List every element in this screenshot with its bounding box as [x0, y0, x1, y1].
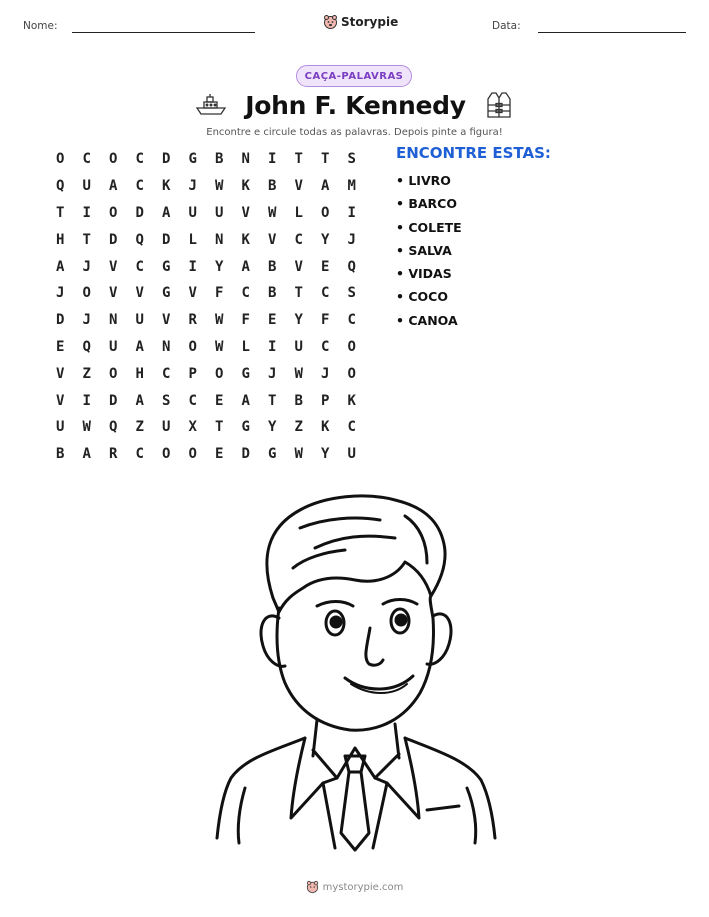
grid-cell[interactable]: B: [268, 285, 277, 302]
grid-cell[interactable]: S: [347, 151, 356, 168]
grid-cell[interactable]: U: [135, 312, 144, 329]
grid-cell[interactable]: L: [294, 204, 303, 221]
grid-cell[interactable]: O: [82, 285, 91, 302]
grid-cell[interactable]: V: [56, 392, 65, 409]
grid-cell[interactable]: Q: [82, 338, 91, 355]
grid-cell[interactable]: Q: [347, 258, 356, 275]
grid-cell[interactable]: A: [56, 258, 65, 275]
grid-cell[interactable]: I: [347, 204, 356, 221]
grid-cell[interactable]: E: [215, 392, 224, 409]
word-item: • LIVRO: [396, 173, 451, 188]
grid-cell[interactable]: N: [109, 312, 118, 329]
grid-cell[interactable]: J: [82, 258, 91, 275]
grid-cell[interactable]: Y: [268, 419, 277, 436]
grid-cell[interactable]: J: [321, 365, 330, 382]
grid-cell[interactable]: E: [56, 338, 65, 355]
hair: [267, 496, 445, 612]
grid-cell[interactable]: K: [321, 419, 330, 436]
grid-cell[interactable]: D: [109, 392, 118, 409]
grid-cell[interactable]: C: [135, 258, 144, 275]
grid-cell[interactable]: C: [294, 231, 303, 248]
grid-cell[interactable]: A: [321, 178, 330, 195]
grid-cell[interactable]: Y: [215, 258, 224, 275]
storypie-mascot-icon: [306, 880, 319, 894]
grid-cell[interactable]: K: [241, 178, 250, 195]
grid-cell[interactable]: C: [135, 151, 144, 168]
grid-cell[interactable]: I: [188, 258, 197, 275]
grid-cell[interactable]: U: [82, 178, 91, 195]
word-list: [396, 171, 462, 334]
grid-cell[interactable]: R: [188, 312, 197, 329]
grid-cell[interactable]: E: [321, 258, 330, 275]
grid-cell[interactable]: K: [162, 178, 171, 195]
grid-cell[interactable]: V: [135, 285, 144, 302]
brand-name: Storypie: [341, 15, 399, 29]
grid-cell[interactable]: O: [109, 365, 118, 382]
grid-cell[interactable]: U: [162, 419, 171, 436]
grid-cell[interactable]: C: [135, 178, 144, 195]
grid-cell[interactable]: W: [82, 419, 91, 436]
grid-cell[interactable]: C: [321, 338, 330, 355]
name-label: Nome:: [23, 20, 58, 32]
grid-cell[interactable]: C: [162, 365, 171, 382]
grid-cell[interactable]: Q: [56, 178, 65, 195]
life-vest-icon: [484, 90, 514, 120]
grid-cell[interactable]: A: [135, 338, 144, 355]
grid-cell[interactable]: G: [188, 151, 197, 168]
grid-cell[interactable]: D: [135, 204, 144, 221]
grid-cell[interactable]: F: [215, 285, 224, 302]
grid-cell[interactable]: W: [294, 365, 303, 382]
grid-cell[interactable]: O: [188, 446, 197, 463]
grid-cell[interactable]: T: [215, 419, 224, 436]
face: [277, 596, 433, 730]
grid-cell[interactable]: U: [215, 204, 224, 221]
grid-cell[interactable]: C: [347, 419, 356, 436]
coloring-portrait[interactable]: [205, 488, 505, 853]
grid-cell[interactable]: T: [294, 151, 303, 168]
grid-cell[interactable]: C: [241, 285, 250, 302]
boat-icon: [195, 93, 227, 117]
grid-cell[interactable]: F: [321, 312, 330, 329]
grid-cell[interactable]: W: [215, 312, 224, 329]
grid-cell[interactable]: V: [294, 258, 303, 275]
word-search-grid[interactable]: [47, 146, 365, 468]
grid-cell[interactable]: O: [109, 151, 118, 168]
grid-cell[interactable]: R: [109, 446, 118, 463]
grid-cell[interactable]: U: [109, 338, 118, 355]
grid-cell[interactable]: O: [321, 204, 330, 221]
grid-cell[interactable]: E: [215, 446, 224, 463]
grid-cell[interactable]: A: [241, 392, 250, 409]
grid-cell[interactable]: A: [109, 178, 118, 195]
grid-cell[interactable]: J: [268, 365, 277, 382]
grid-cell[interactable]: J: [188, 178, 197, 195]
grid-cell[interactable]: V: [268, 231, 277, 248]
grid-cell[interactable]: O: [347, 365, 356, 382]
grid-cell[interactable]: O: [109, 204, 118, 221]
grid-cell[interactable]: D: [56, 312, 65, 329]
grid-cell[interactable]: C: [135, 446, 144, 463]
grid-cell[interactable]: E: [268, 312, 277, 329]
grid-cell[interactable]: B: [56, 446, 65, 463]
grid-cell[interactable]: F: [241, 312, 250, 329]
grid-cell[interactable]: Q: [109, 419, 118, 436]
grid-cell[interactable]: O: [215, 365, 224, 382]
word-item: • BARCO: [396, 196, 457, 212]
grid-cell[interactable]: Z: [82, 365, 91, 382]
name-line[interactable]: [72, 32, 255, 33]
grid-cell[interactable]: Y: [294, 312, 303, 329]
grid-cell[interactable]: T: [268, 392, 277, 409]
grid-cell[interactable]: A: [135, 392, 144, 409]
grid-cell[interactable]: K: [241, 231, 250, 248]
grid-cell[interactable]: X: [188, 419, 197, 436]
grid-cell[interactable]: M: [347, 178, 356, 195]
page-title: John F. Kennedy: [245, 90, 466, 120]
grid-cell[interactable]: G: [241, 365, 250, 382]
grid-cell[interactable]: V: [109, 285, 118, 302]
grid-cell[interactable]: U: [56, 419, 65, 436]
grid-cell[interactable]: C: [347, 312, 356, 329]
grid-cell[interactable]: I: [82, 392, 91, 409]
grid-cell[interactable]: L: [188, 231, 197, 248]
grid-cell[interactable]: L: [241, 338, 250, 355]
grid-cell[interactable]: G: [162, 258, 171, 275]
grid-cell[interactable]: J: [56, 285, 65, 302]
grid-cell[interactable]: C: [188, 392, 197, 409]
footer: [0, 880, 709, 894]
grid-cell[interactable]: W: [268, 204, 277, 221]
grid-cell[interactable]: J: [347, 231, 356, 248]
grid-cell[interactable]: S: [162, 392, 171, 409]
grid-cell[interactable]: N: [162, 338, 171, 355]
grid-cell[interactable]: W: [215, 178, 224, 195]
grid-cell[interactable]: Y: [321, 446, 330, 463]
grid-cell[interactable]: Q: [135, 231, 144, 248]
word-item: • COCO: [396, 289, 448, 305]
date-line[interactable]: [538, 32, 686, 33]
grid-cell[interactable]: D: [162, 151, 171, 168]
grid-cell[interactable]: A: [241, 258, 250, 275]
grid-cell[interactable]: V: [162, 312, 171, 329]
grid-cell[interactable]: O: [188, 338, 197, 355]
date-label: Data:: [492, 20, 521, 32]
grid-cell[interactable]: D: [241, 446, 250, 463]
grid-cell[interactable]: I: [82, 204, 91, 221]
word-item: • CANOA: [396, 312, 458, 328]
grid-cell[interactable]: Z: [294, 419, 303, 436]
grid-cell[interactable]: G: [241, 419, 250, 436]
grid-cell[interactable]: H: [135, 365, 144, 382]
grid-cell[interactable]: K: [347, 392, 356, 409]
title-row: [0, 90, 709, 120]
word-item: • VIDAS: [396, 266, 452, 282]
grid-cell[interactable]: V: [241, 204, 250, 221]
grid-cell[interactable]: W: [294, 446, 303, 463]
grid-cell[interactable]: D: [162, 231, 171, 248]
grid-cell[interactable]: A: [82, 446, 91, 463]
grid-cell[interactable]: P: [188, 365, 197, 382]
grid-cell[interactable]: V: [294, 178, 303, 195]
grid-cell[interactable]: B: [294, 392, 303, 409]
grid-cell[interactable]: B: [215, 151, 224, 168]
grid-cell[interactable]: C: [82, 151, 91, 168]
grid-cell[interactable]: I: [268, 151, 277, 168]
grid-cell[interactable]: W: [215, 338, 224, 355]
grid-cell[interactable]: T: [321, 151, 330, 168]
grid-cell[interactable]: B: [268, 258, 277, 275]
grid-cell[interactable]: C: [321, 285, 330, 302]
grid-cell[interactable]: T: [56, 204, 65, 221]
grid-cell[interactable]: Z: [135, 419, 144, 436]
category-badge: CAÇA-PALAVRAS: [296, 65, 412, 87]
grid-cell[interactable]: T: [294, 285, 303, 302]
grid-cell[interactable]: N: [215, 231, 224, 248]
grid-cell[interactable]: O: [56, 151, 65, 168]
word-item: • SALVA: [396, 242, 452, 258]
grid-cell[interactable]: G: [162, 285, 171, 302]
grid-cell[interactable]: S: [347, 285, 356, 302]
grid-cell[interactable]: Y: [321, 231, 330, 248]
grid-cell[interactable]: H: [56, 231, 65, 248]
grid-cell[interactable]: T: [82, 231, 91, 248]
grid-cell[interactable]: G: [268, 446, 277, 463]
grid-cell[interactable]: N: [241, 151, 250, 168]
instructions: Encontre e circule todas as palavras. Depois pinte a figura!: [206, 127, 503, 138]
grid-cell[interactable]: D: [109, 231, 118, 248]
grid-cell[interactable]: O: [162, 446, 171, 463]
grid-cell[interactable]: I: [268, 338, 277, 355]
grid-cell[interactable]: U: [294, 338, 303, 355]
brand-logo: [323, 14, 398, 30]
grid-cell[interactable]: V: [56, 365, 65, 382]
word-item: • COLETE: [396, 219, 462, 235]
grid-cell[interactable]: A: [162, 204, 171, 221]
grid-cell[interactable]: U: [347, 446, 356, 463]
grid-cell[interactable]: O: [347, 338, 356, 355]
grid-cell[interactable]: V: [188, 285, 197, 302]
grid-cell[interactable]: B: [268, 178, 277, 195]
footer-url: mystorypie.com: [322, 881, 404, 893]
word-list-title: ENCONTRE ESTAS:: [396, 144, 551, 162]
grid-cell[interactable]: V: [109, 258, 118, 275]
grid-cell[interactable]: U: [188, 204, 197, 221]
grid-cell[interactable]: J: [82, 312, 91, 329]
grid-cell[interactable]: P: [321, 392, 330, 409]
storypie-mascot-icon: [323, 14, 338, 30]
